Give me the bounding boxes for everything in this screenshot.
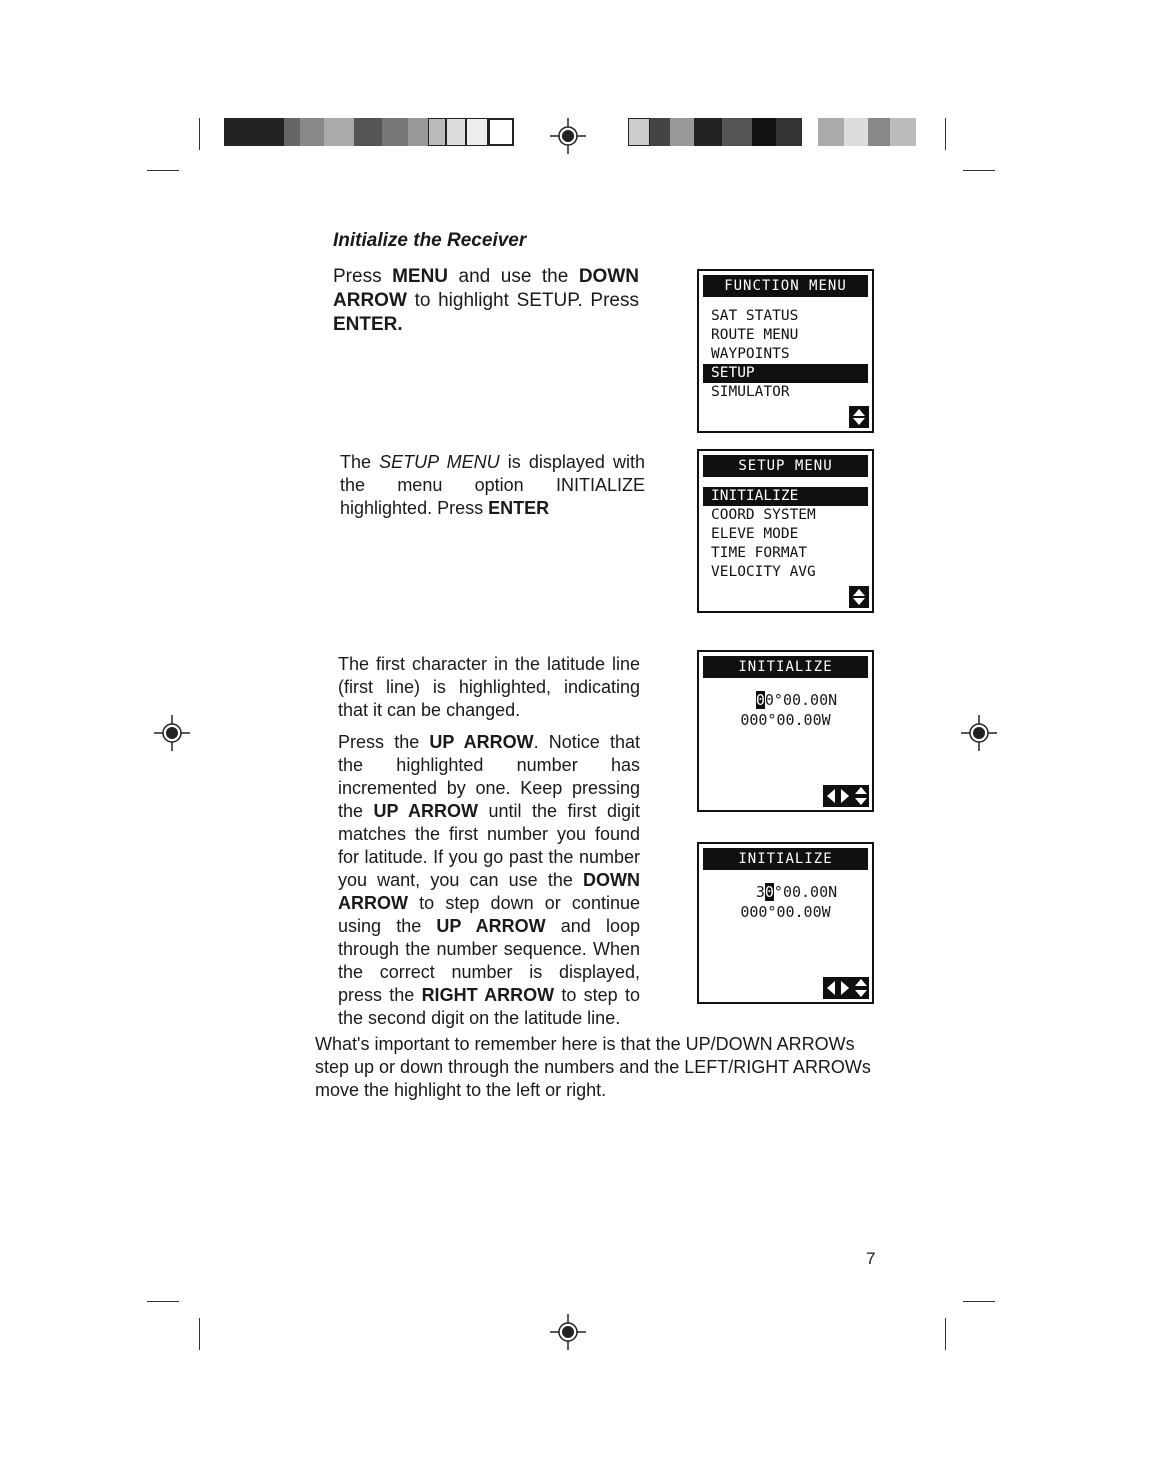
text: to highlight SETUP. Press xyxy=(406,290,639,311)
key-name: DOWN ARROW xyxy=(333,266,639,311)
crop-mark xyxy=(963,1301,995,1302)
instruction-paragraph-2 xyxy=(340,451,645,520)
latitude-rest: 0°00.00N xyxy=(764,691,838,709)
key-name: UP ARROW xyxy=(436,916,546,936)
key-name: ENTER xyxy=(488,498,550,518)
instruction-paragraph-1 xyxy=(333,265,639,337)
menu-item: VELOCITY AVG xyxy=(711,564,816,580)
menu-item: ELEVE MODE xyxy=(711,526,799,542)
gps-screen-setup-menu xyxy=(697,449,874,613)
instruction-paragraph-4 xyxy=(338,731,640,1030)
registration-mark-icon xyxy=(548,116,588,156)
crop-mark xyxy=(199,1318,200,1350)
text: until the first digit matches the first number you found for latitude. If you go past the number you want, you can use the xyxy=(338,801,640,890)
crop-mark xyxy=(147,1301,179,1302)
text: . Notice that the highlighted number has incremented by one. Keep pressing the xyxy=(338,732,641,821)
text: and loop through the number sequence. When the correct number is displayed, press the xyxy=(338,916,640,1005)
text: is displayed with the menu option INITIALIZE highlighted. Press xyxy=(340,452,645,518)
text: to step down or continue using the xyxy=(338,893,640,936)
latitude-line xyxy=(699,690,872,710)
crop-mark xyxy=(199,118,200,150)
menu-list xyxy=(703,487,868,582)
closing-paragraph: What's important to remember here is that the UP/DOWN ARROWs step up or down through the numbers and the LEFT/RIGHT ARROWs move the highlight to the left or right. xyxy=(315,1034,871,1100)
menu-item: COORD SYSTEM xyxy=(711,507,816,523)
menu-item: ROUTE MENU xyxy=(711,327,799,343)
key-name: ENTER. xyxy=(333,314,403,335)
key-name: DOWN ARROW xyxy=(338,870,640,913)
instruction-paragraph-3: The first character in the latitude line (first line) is highlighted, indicating that it can be changed. xyxy=(338,654,640,720)
menu-name: SETUP MENU xyxy=(379,452,500,472)
text: The xyxy=(340,452,380,472)
text: to step to the second digit on the latitude line. xyxy=(338,985,640,1028)
four-way-arrow-icon xyxy=(823,785,869,807)
screen-title: INITIALIZE xyxy=(703,656,868,678)
cursor-digit: 0 xyxy=(764,883,774,901)
text: Press the xyxy=(338,732,430,752)
gps-screen-initialize-1 xyxy=(697,650,874,812)
menu-item-selected: SETUP xyxy=(703,364,868,383)
cursor-digit: 0 xyxy=(755,691,765,709)
menu-item: TIME FORMAT xyxy=(711,545,808,561)
registration-mark-icon xyxy=(548,1312,588,1352)
four-way-arrow-icon xyxy=(823,977,869,999)
menu-item: SIMULATOR xyxy=(711,384,790,400)
crop-mark xyxy=(945,1318,946,1350)
page-number: 7 xyxy=(866,1249,876,1268)
key-name: UP ARROW xyxy=(373,801,478,821)
gps-screen-function-menu xyxy=(697,269,874,433)
latitude-lead-digit: 3 xyxy=(755,883,765,901)
screen-title: SETUP MENU xyxy=(703,455,868,477)
menu-item-selected: INITIALIZE xyxy=(703,487,868,506)
longitude-line: 000°00.00W xyxy=(740,711,831,729)
up-down-arrow-icon xyxy=(849,586,869,608)
section-heading: Initialize the Receiver xyxy=(333,230,527,251)
color-bar-left xyxy=(224,118,514,146)
screen-title: FUNCTION MENU xyxy=(703,275,868,297)
registration-mark-icon xyxy=(152,713,192,753)
crop-mark xyxy=(945,118,946,150)
menu-item: WAYPOINTS xyxy=(711,346,790,362)
key-name: MENU xyxy=(392,266,449,287)
text: Press xyxy=(333,266,393,287)
crop-mark xyxy=(963,170,995,171)
text: and use the xyxy=(448,266,579,287)
registration-mark-icon xyxy=(959,713,999,753)
crop-mark xyxy=(147,170,179,171)
latitude-rest: °00.00N xyxy=(773,883,838,901)
gps-screen-initialize-2 xyxy=(697,842,874,1004)
longitude-line: 000°00.00W xyxy=(740,903,831,921)
color-bar-right xyxy=(628,118,916,146)
screen-title: INITIALIZE xyxy=(703,848,868,870)
latitude-line xyxy=(699,882,872,902)
key-name: RIGHT ARROW xyxy=(421,985,555,1005)
up-down-arrow-icon xyxy=(849,406,869,428)
key-name: UP ARROW xyxy=(429,732,534,752)
menu-item: SAT STATUS xyxy=(711,308,799,324)
menu-list xyxy=(703,307,868,402)
